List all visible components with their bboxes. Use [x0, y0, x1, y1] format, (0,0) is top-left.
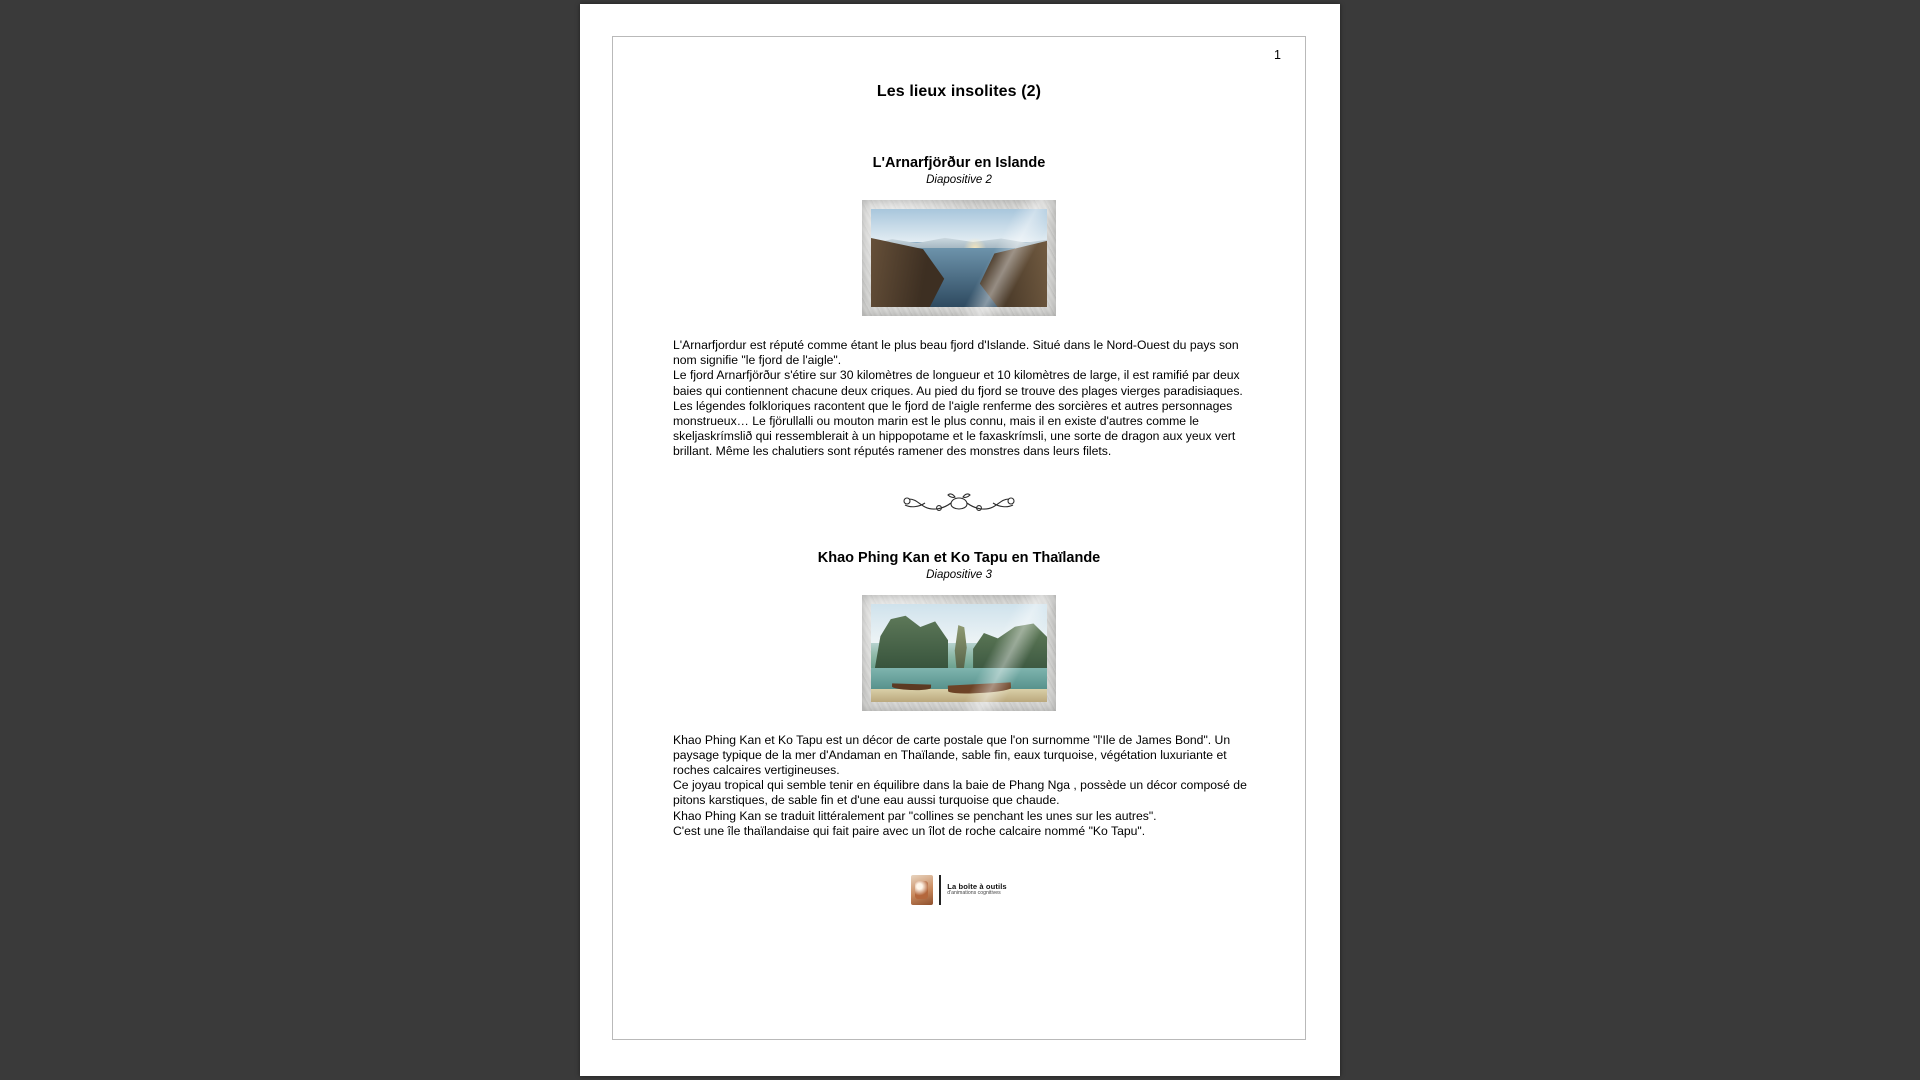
- photo-frame: [862, 595, 1056, 711]
- section-thailand: [671, 550, 1247, 839]
- section-subtitle: Diapositive 2: [926, 174, 992, 186]
- photo-container: [671, 200, 1247, 316]
- ornament-divider: [671, 490, 1247, 516]
- document-body: [613, 37, 1305, 905]
- logo-title: La boîte à outils: [947, 881, 1007, 891]
- page-content-frame: [612, 36, 1306, 1040]
- paragraph: C'est une île thaïlandaise qui fait paire avec un îlot de roche calcaire nommé "Ko Tapu".: [673, 823, 1146, 838]
- section-text: [671, 733, 1247, 839]
- section-subtitle: Diapositive 3: [926, 568, 992, 581]
- logo-divider: [939, 875, 941, 905]
- paragraph: Khao Phing Kan se traduit littéralement par "collines se penchant les unes sur les autres".: [673, 808, 1157, 823]
- photo-container: [671, 595, 1247, 711]
- page-sheet: [580, 4, 1340, 1076]
- page-number: 1: [1274, 48, 1281, 62]
- paragraph: Le fjord Arnarfjörður s'étire sur 30 kilomètres de longueur et 10 kilomètres de large, il est ramifié par deux baies qui contiennent chacune deux criques. Au pied du fjord se trouve des plages vierges paradisiaques.: [673, 368, 1243, 398]
- photo-sky: [871, 209, 1047, 242]
- fjord-photo: [871, 209, 1047, 307]
- ko-tapu-photo: [871, 604, 1047, 702]
- paragraph: Les légendes folkloriques racontent que le fjord de l'aigle renferme des sorcières et autres personnages monstrueux… Le fjörullalli ou mouton marin est le plus connu, mais il en existe d'autres comme le skeljaskrímslið qui ressemblerait à un hippopotame et le faxaskrímsli, une sorte de dragon aux yeux vert brillant. Même les chalutiers sont réputés ramener des monstres dans leurs filets.: [673, 398, 1236, 459]
- page-title: Les lieux insolites (2): [876, 83, 1042, 100]
- footer-logo: [671, 875, 1247, 905]
- section-text: [671, 338, 1247, 460]
- section-title: Khao Phing Kan et Ko Tapu en Thaïlande: [817, 549, 1101, 566]
- paragraph: L'Arnarfjordur est réputé comme étant le plus beau fjord d'Islande. Situé dans le Nord-Ouest du pays son nom signifie "le fjord de l'aigle".: [673, 338, 1239, 368]
- logo-icon: [911, 875, 933, 905]
- paragraph: Ce joyau tropical qui semble tenir en équilibre dans la baie de Phang Nga , possède un décor composé de pitons karstiques, de sable fin et d'une eau aussi turquoise que chaude.: [673, 778, 1247, 808]
- paragraph: Khao Phing Kan et Ko Tapu est un décor de carte postale que l'on surnomme "l'Ile de James Bond". Un paysage typique de la mer d'Andaman en Thaïlande, sable fin, eaux turquoise, végétation luxuriante et roches calcaires vertigineuses.: [673, 732, 1231, 778]
- logo-text: [947, 883, 1007, 898]
- section-iceland: [671, 155, 1247, 460]
- flourish-icon: [893, 490, 1025, 516]
- photo-frame: [862, 200, 1056, 316]
- logo-subtitle: d'animations cognitives: [947, 890, 1001, 897]
- section-title: L'Arnarfjörður en Islande: [872, 155, 1046, 171]
